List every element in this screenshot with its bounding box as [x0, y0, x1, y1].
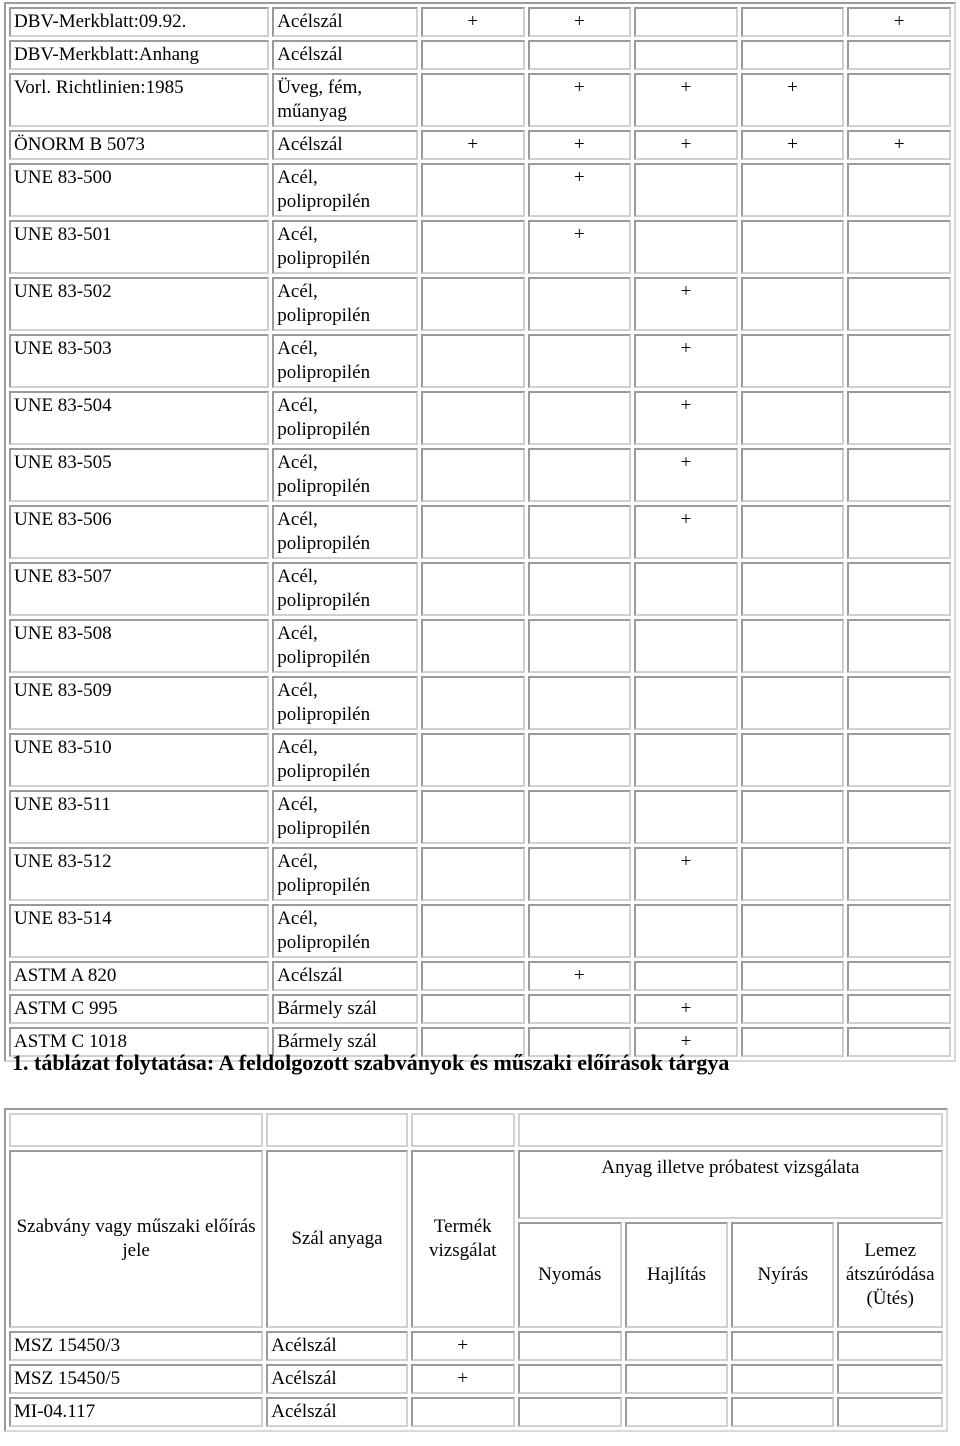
mark-cell — [741, 163, 845, 217]
mark-cell — [847, 163, 951, 217]
mark-cell — [847, 505, 951, 559]
mark-cell — [741, 220, 845, 274]
table-row — [9, 1397, 943, 1427]
header-fiber-material: Szál anyaga — [266, 1150, 407, 1328]
table-row — [9, 847, 951, 901]
mark-cell — [847, 961, 951, 991]
mark-cell — [634, 790, 738, 844]
material-cell: Bármely szál — [272, 994, 418, 1024]
standard-cell: MSZ 15450/3 — [9, 1331, 263, 1361]
standard-cell: Vorl. Richtlinien:1985 — [9, 73, 269, 127]
table-row — [9, 130, 951, 160]
table-row — [9, 277, 951, 331]
mark-cell: + — [741, 130, 845, 160]
table-caption: 1. táblázat folytatása: A feldolgozott szabványok és műszaki előírások tárgya — [12, 1050, 730, 1075]
mark-cell — [741, 391, 845, 445]
mark-cell: + — [847, 130, 951, 160]
mark-cell — [837, 1397, 943, 1427]
mark-cell — [634, 619, 738, 673]
mark-cell — [847, 73, 951, 127]
mark-cell: + — [634, 73, 738, 127]
mark-cell — [625, 1364, 729, 1394]
table-row — [9, 904, 951, 958]
table-row — [9, 7, 951, 37]
table-row — [9, 790, 951, 844]
material-cell: Acél, polipropilén — [272, 334, 418, 388]
table-row — [9, 1364, 943, 1394]
mark-cell — [421, 505, 525, 559]
mark-cell — [634, 676, 738, 730]
mark-cell: + — [634, 847, 738, 901]
standard-cell: UNE 83-503 — [9, 334, 269, 388]
standard-cell: UNE 83-509 — [9, 676, 269, 730]
header-standard: Szabvány vagy műszaki előírás jele — [9, 1150, 263, 1328]
standard-cell: UNE 83-510 — [9, 733, 269, 787]
mark-cell — [421, 733, 525, 787]
mark-cell: + — [528, 163, 632, 217]
table-row — [9, 676, 951, 730]
mark-cell — [421, 220, 525, 274]
standard-cell: UNE 83-504 — [9, 391, 269, 445]
mark-cell — [518, 1397, 622, 1427]
material-cell: Acélszál — [266, 1397, 407, 1427]
mark-cell: + — [634, 334, 738, 388]
mark-cell — [421, 619, 525, 673]
mark-cell — [741, 40, 845, 70]
mark-cell: + — [411, 1364, 515, 1394]
table-row — [9, 163, 951, 217]
material-cell: Acél, polipropilén — [272, 904, 418, 958]
mark-cell — [634, 904, 738, 958]
mark-cell — [528, 619, 632, 673]
mark-cell — [518, 1364, 622, 1394]
mark-cell — [847, 391, 951, 445]
standard-cell: DBV-Merkblatt:09.92. — [9, 7, 269, 37]
mark-cell — [421, 334, 525, 388]
mark-cell — [847, 220, 951, 274]
header-compression: Nyomás — [518, 1222, 622, 1328]
spacer-cell — [9, 1113, 263, 1147]
table-row — [9, 334, 951, 388]
mark-cell — [421, 562, 525, 616]
mark-cell — [741, 277, 845, 331]
material-cell: Acél, polipropilén — [272, 391, 418, 445]
mark-cell: + — [634, 994, 738, 1024]
mark-cell — [847, 277, 951, 331]
mark-cell: + — [634, 505, 738, 559]
header-bending: Hajlítás — [625, 1222, 729, 1328]
material-cell: Acél, polipropilén — [272, 619, 418, 673]
mark-cell: + — [634, 277, 738, 331]
mark-cell — [741, 448, 845, 502]
table-row — [9, 220, 951, 274]
table-row — [9, 733, 951, 787]
standards-table-2 — [4, 1108, 948, 1432]
spacer-cell — [518, 1113, 943, 1147]
mark-cell — [421, 448, 525, 502]
mark-cell — [421, 163, 525, 217]
mark-cell — [518, 1331, 622, 1361]
table-spacer-row — [9, 1113, 943, 1147]
material-cell: Bármely szál — [272, 1027, 418, 1057]
mark-cell: + — [528, 73, 632, 127]
mark-cell — [847, 1027, 951, 1057]
mark-cell — [847, 448, 951, 502]
table-row — [9, 505, 951, 559]
table-row — [9, 994, 951, 1024]
material-cell: Acélszál — [266, 1364, 407, 1394]
mark-cell — [847, 562, 951, 616]
mark-cell — [847, 790, 951, 844]
mark-cell — [528, 334, 632, 388]
material-cell: Acél, polipropilén — [272, 163, 418, 217]
mark-cell — [847, 619, 951, 673]
mark-cell: + — [528, 220, 632, 274]
header-plate-punching: Lemez átszúródása (Ütés) — [837, 1222, 943, 1328]
material-cell: Acélszál — [266, 1331, 407, 1361]
mark-cell: + — [421, 130, 525, 160]
material-cell: Acél, polipropilén — [272, 448, 418, 502]
mark-cell: + — [847, 7, 951, 37]
material-cell: Acél, polipropilén — [272, 220, 418, 274]
mark-cell — [741, 904, 845, 958]
mark-cell — [847, 847, 951, 901]
material-cell: Acél, polipropilén — [272, 277, 418, 331]
mark-cell — [634, 163, 738, 217]
mark-cell — [421, 994, 525, 1024]
mark-cell — [741, 505, 845, 559]
standard-cell: MSZ 15450/5 — [9, 1364, 263, 1394]
mark-cell — [411, 1397, 515, 1427]
standards-table-2-rows — [9, 1331, 943, 1427]
mark-cell: + — [528, 130, 632, 160]
table-row — [9, 448, 951, 502]
mark-cell — [741, 619, 845, 673]
mark-cell — [741, 733, 845, 787]
mark-cell — [731, 1331, 834, 1361]
mark-cell — [528, 391, 632, 445]
standard-cell: UNE 83-508 — [9, 619, 269, 673]
table-row — [9, 562, 951, 616]
mark-cell — [528, 505, 632, 559]
mark-cell — [634, 562, 738, 616]
mark-cell: + — [634, 448, 738, 502]
table-row — [9, 40, 951, 70]
standard-cell: ÖNORM B 5073 — [9, 130, 269, 160]
mark-cell — [634, 40, 738, 70]
material-cell: Acélszál — [272, 40, 418, 70]
header-material-test-group: Anyag illetve próbatest vizsgálata — [518, 1150, 943, 1219]
mark-cell: + — [741, 73, 845, 127]
mark-cell — [421, 790, 525, 844]
material-cell: Acél, polipropilén — [272, 562, 418, 616]
mark-cell — [634, 961, 738, 991]
spacer-cell — [411, 1113, 515, 1147]
table-header-row — [9, 1150, 943, 1219]
mark-cell — [528, 448, 632, 502]
standard-cell: ASTM C 995 — [9, 994, 269, 1024]
mark-cell — [528, 847, 632, 901]
standard-cell: UNE 83-500 — [9, 163, 269, 217]
mark-cell — [421, 847, 525, 901]
mark-cell — [837, 1364, 943, 1394]
mark-cell — [741, 334, 845, 388]
mark-cell: + — [528, 7, 632, 37]
mark-cell — [741, 1027, 845, 1057]
mark-cell — [731, 1397, 834, 1427]
mark-cell — [741, 790, 845, 844]
mark-cell — [421, 391, 525, 445]
standard-cell: UNE 83-507 — [9, 562, 269, 616]
mark-cell — [421, 277, 525, 331]
mark-cell — [421, 676, 525, 730]
mark-cell — [741, 961, 845, 991]
standard-cell: UNE 83-505 — [9, 448, 269, 502]
material-cell: Acél, polipropilén — [272, 676, 418, 730]
mark-cell — [634, 7, 738, 37]
mark-cell — [528, 994, 632, 1024]
mark-cell: + — [634, 391, 738, 445]
mark-cell: + — [634, 130, 738, 160]
mark-cell — [421, 73, 525, 127]
standard-cell: UNE 83-514 — [9, 904, 269, 958]
standard-cell: UNE 83-512 — [9, 847, 269, 901]
mark-cell: + — [528, 961, 632, 991]
mark-cell — [634, 220, 738, 274]
standards-table-2-body — [9, 1113, 943, 1328]
mark-cell — [837, 1331, 943, 1361]
material-cell: Acélszál — [272, 7, 418, 37]
mark-cell — [741, 847, 845, 901]
table-row — [9, 961, 951, 991]
table-row — [9, 73, 951, 127]
mark-cell — [528, 562, 632, 616]
spacer-cell — [266, 1113, 407, 1147]
mark-cell — [421, 904, 525, 958]
mark-cell — [421, 961, 525, 991]
standard-cell: MI-04.117 — [9, 1397, 263, 1427]
mark-cell — [741, 676, 845, 730]
table-row — [9, 1331, 943, 1361]
mark-cell — [847, 733, 951, 787]
mark-cell — [625, 1331, 729, 1361]
mark-cell — [528, 676, 632, 730]
mark-cell — [731, 1364, 834, 1394]
material-cell: Acélszál — [272, 130, 418, 160]
standard-cell: ASTM C 1018 — [9, 1027, 269, 1057]
material-cell: Acél, polipropilén — [272, 790, 418, 844]
mark-cell — [528, 733, 632, 787]
mark-cell — [528, 904, 632, 958]
material-cell: Acél, polipropilén — [272, 505, 418, 559]
standards-table-1 — [4, 2, 956, 1062]
material-cell: Acél, polipropilén — [272, 847, 418, 901]
standard-cell: UNE 83-511 — [9, 790, 269, 844]
mark-cell — [741, 7, 845, 37]
standard-cell: DBV-Merkblatt:Anhang — [9, 40, 269, 70]
material-cell: Acél, polipropilén — [272, 733, 418, 787]
mark-cell — [421, 40, 525, 70]
standards-table-1-body — [9, 7, 951, 1057]
mark-cell — [741, 994, 845, 1024]
mark-cell — [625, 1397, 729, 1427]
mark-cell — [847, 40, 951, 70]
standard-cell: UNE 83-506 — [9, 505, 269, 559]
mark-cell: + — [411, 1331, 515, 1361]
material-cell: Acélszál — [272, 961, 418, 991]
material-cell: Üveg, fém, műanyag — [272, 73, 418, 127]
mark-cell: + — [634, 1027, 738, 1057]
table-row — [9, 619, 951, 673]
mark-cell — [741, 562, 845, 616]
mark-cell — [528, 40, 632, 70]
mark-cell — [528, 790, 632, 844]
mark-cell — [847, 904, 951, 958]
mark-cell: + — [421, 7, 525, 37]
standard-cell: UNE 83-501 — [9, 220, 269, 274]
table-row — [9, 391, 951, 445]
mark-cell — [634, 733, 738, 787]
standard-cell: ASTM A 820 — [9, 961, 269, 991]
header-shear: Nyírás — [731, 1222, 834, 1328]
header-product-test: Termék vizsgálat — [411, 1150, 515, 1328]
standard-cell: UNE 83-502 — [9, 277, 269, 331]
mark-cell — [528, 277, 632, 331]
mark-cell — [847, 994, 951, 1024]
mark-cell — [847, 676, 951, 730]
mark-cell — [847, 334, 951, 388]
